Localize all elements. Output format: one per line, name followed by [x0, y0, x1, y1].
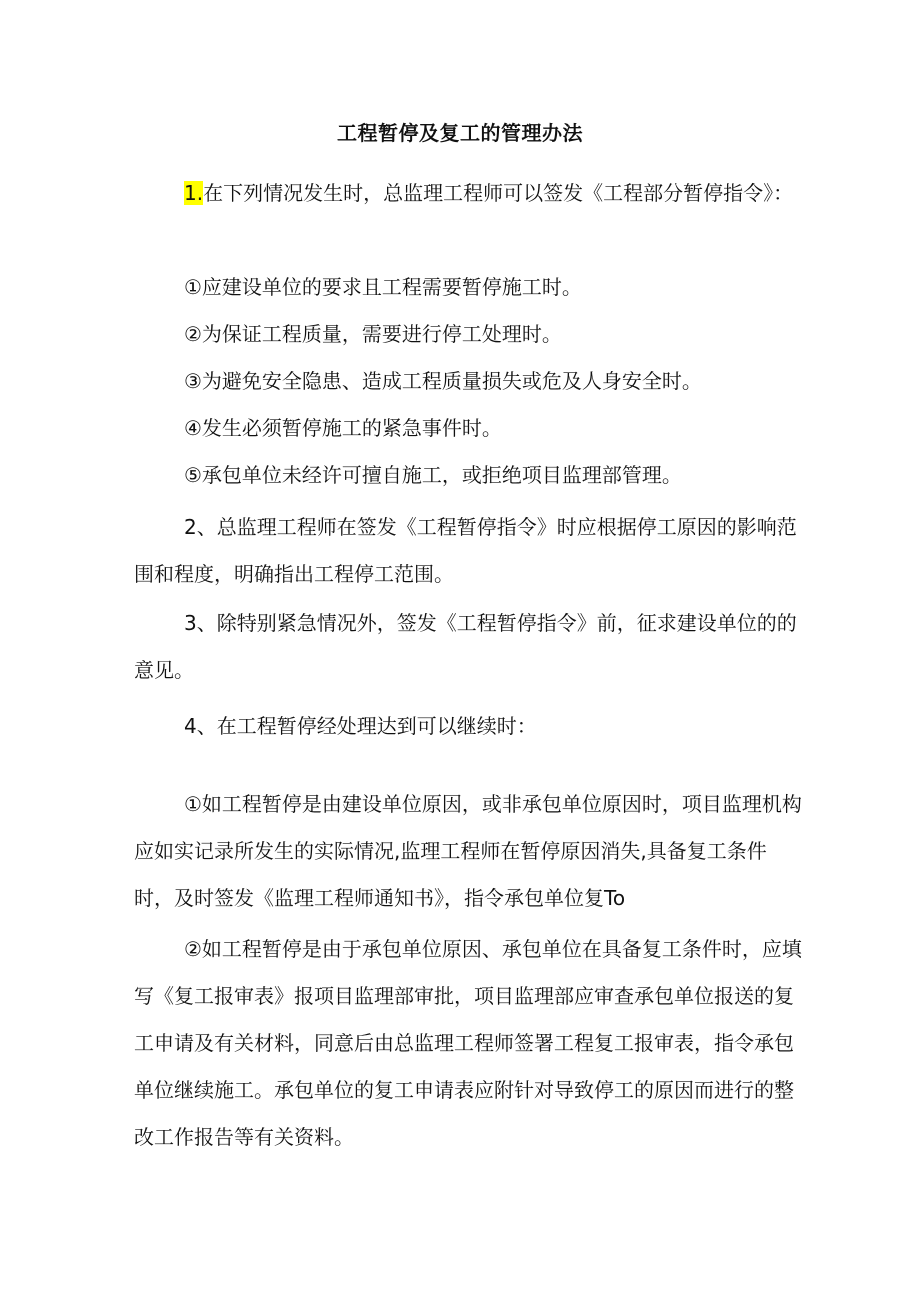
list-item-1: ①应建设单位的要求且工程需要暂停施工时。 — [184, 275, 582, 299]
list-item-5: ⑤承包单位未经许可擅自施工，或拒绝项目监理部管理。 — [184, 463, 682, 487]
list-item-4: ④发生必须暂停施工的紧急事件时。 — [184, 416, 502, 440]
document-title: 工程暂停及复工的管理办法 — [337, 121, 583, 145]
highlighted-number: 1. — [184, 181, 204, 205]
sub-item-1: ①如工程暂停是由建设单位原因，或非承包单位原因时，项目监理机构应如实记录所发生的实际情况,监理工程师在暂停原因消失,具备复工条件时，及时签发《监理工程师通知书》，指令承包单位复To — [134, 792, 802, 910]
paragraph-3: 3、除特别紧急情况外，签发《工程暂停指令》前，征求建设单位的的意见。 — [134, 611, 797, 682]
list-item-3: ③为避免安全隐患、造成工程质量损失或危及人身安全时。 — [184, 369, 702, 393]
list-item-2: ②为保证工程质量，需要进行停工处理时。 — [184, 322, 562, 346]
paragraph-1 — [134, 170, 802, 217]
paragraph-2: 2、总监理工程师在签发《工程暂停指令》时应根据停工原因的影响范围和程度，明确指出工程停工范围。 — [134, 515, 797, 586]
paragraph-4: 4、在工程暂停经处理达到可以继续时： — [184, 714, 537, 738]
sub-item-2: ②如工程暂停是由于承包单位原因、承包单位在具备复工条件时，应填写《复工报审表》报项目监理部审批，项目监理部应审查承包单位报送的复工申请及有关材料，同意后由总监理工程师签署工程复工报审表，指令承包单位继续施工。承包单位的复工申请表应附针对导致停工的原因而进行的整改工作报告等有关资料。 — [134, 937, 802, 1149]
paragraph-1-text: 在下列情况发生时，总监理工程师可以签发《工程部分暂停指令》： — [203, 181, 794, 205]
